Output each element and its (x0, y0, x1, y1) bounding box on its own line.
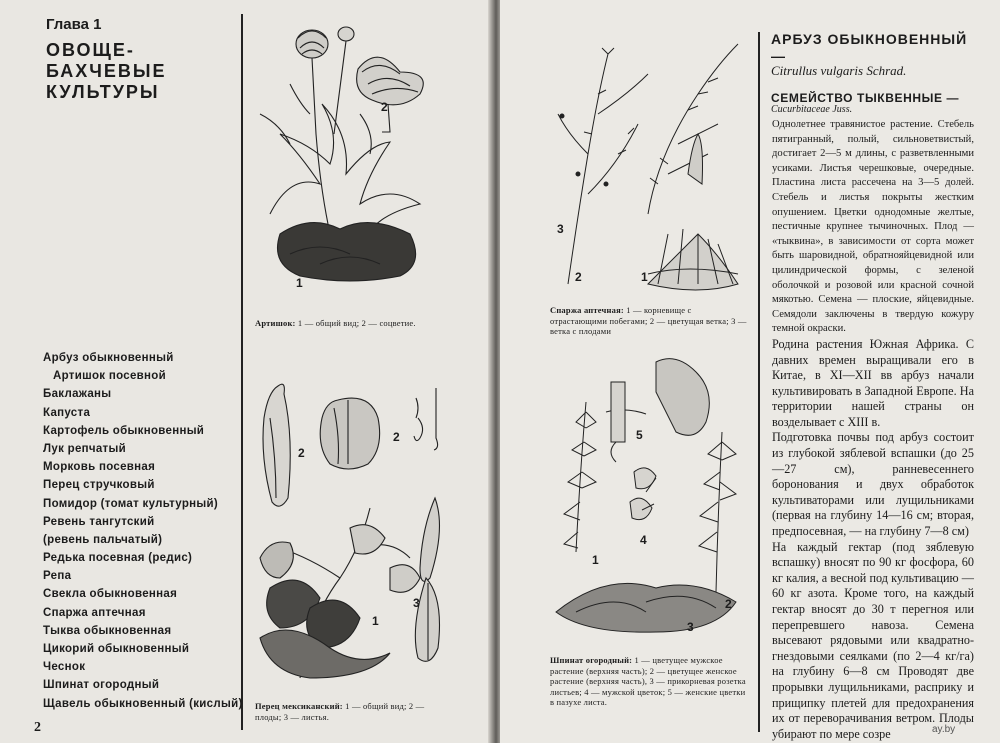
family-title: СЕМЕЙСТВО ТЫКВЕННЫЕ — (771, 91, 960, 105)
article-paragraph: Родина растения Южная Африка. С давних времен выращивали его в Китае, в XI—XII вв арбуз начали культивировать в Западной Европе. На территории нашей страны он возделывает с XIII в. (772, 336, 974, 429)
pepper-fig-label-2a: 2 (298, 446, 305, 460)
crop-item[interactable]: Шпинат огородный (43, 679, 160, 692)
crop-item[interactable]: Тыква обыкновенная (43, 624, 172, 637)
pepper-illustration (250, 378, 450, 688)
crop-item[interactable]: Репа (43, 570, 72, 583)
article-paragraph: Однолетнее травянистое растение. Стебель пятигранный, полый, сильноветвистый, достигает 2—5 м длины, с разветвленными усиками. Листья черешковые, очередные. Пластина листа рассечена на 3—5 долей. Стебель и листья покрыты жестким опушением. Цветки однодомные желтые, пестичные крупнее тычиночных. Плод — «тыквина», в зависимости от сорта может быть шаровидной, обратнояйцевидной или цилиндрической формы, с зеленой оболочкой и розовой или красной сочной мякотью. Семена — плоские, яйцевидные. Семядоли заключены в твердую кожуру темной окраски. (772, 119, 974, 335)
asparagus-caption-title: Спаржа аптечная: (550, 305, 624, 315)
asparagus-fig-label-3: 3 (557, 222, 564, 236)
spinach-fig-label-1: 1 (592, 553, 599, 567)
asparagus-caption (550, 305, 748, 337)
column-divider (758, 32, 760, 732)
pepper-fig-label-3: 3 (413, 596, 420, 610)
crop-item[interactable]: Морковь посевная (43, 461, 156, 474)
asparagus-illustration (548, 34, 748, 296)
pepper-fig-label-2b: 2 (393, 430, 400, 444)
spinach-fig-label-3: 3 (687, 620, 694, 634)
crop-item[interactable]: Артишок посевной (53, 370, 166, 383)
crop-item[interactable]: Спаржа аптечная (43, 606, 146, 619)
crop-item[interactable]: Баклажаны (43, 388, 112, 401)
watermark: ay.by (932, 724, 956, 735)
article-paragraph: Подготовка почвы под арбуз состоит из глубокой зяблевой вспашки (до 25—27 см), ранневесеннего боронования и двух обработок культиваторами или лущильниками (первая на глубину 14—16 см; вторая, предпосевная, — на глубину 7—8 см) (772, 430, 974, 539)
article-latin-name: Citrullus vulgaris Schrad. (771, 63, 907, 78)
crop-item[interactable]: Чеснок (43, 661, 86, 674)
spinach-caption-text: 1 — цветущее мужское растение (верхняя часть); 2 — цветущее женское растение (верхняя часть), 3 — прикорневая розетка листьев; 4 — мужской цветок; 5 — женские цветки в пазухе листа. (550, 655, 746, 707)
spinach-fig-label-5: 5 (636, 428, 643, 442)
left-page (0, 0, 492, 743)
crop-item[interactable]: Лук репчатый (43, 442, 126, 455)
pepper-caption (255, 701, 440, 722)
crop-item[interactable]: Перец стручковый (43, 479, 155, 492)
crop-item[interactable]: (ревень пальчатый) (43, 533, 163, 546)
page-number: 2 (34, 720, 41, 735)
article-paragraph: На каждый гектар (под зяблевую вспашку) вносят по 90 кг фосфора, 60 кг калия, а весной под культивацию — 60 кг азота. Кроме того, на каждый гектар вносят до 30 т перегноя или перепревшего навоза. Семена высевают рядовыми или квадратно-гнездовыми сеялками (по 2—4 кг/га) на глубину 6—8 см Проводят две прорывки лущильниками, расприку и прищипку плетей для предохранения их от переворачивания ветром. Плоды убирают по мере созре (772, 539, 974, 741)
spinach-caption-title: Шпинат огородный: (550, 655, 633, 665)
family-latin-name: Cucurbitaceae Juss. (771, 104, 853, 115)
artichoke-illustration (250, 14, 460, 304)
spinach-fig-label-2: 2 (725, 597, 732, 611)
asparagus-fig-label-2: 2 (575, 270, 582, 284)
crop-item[interactable]: Помидор (томат культурный) (43, 497, 219, 510)
spinach-illustration (546, 352, 751, 642)
crop-item[interactable]: Капуста (43, 406, 91, 419)
crop-item[interactable]: Ревень тангутский (43, 515, 155, 528)
crop-item[interactable]: Свекла обыкновенная (43, 588, 178, 601)
artichoke-fig-label-1: 1 (296, 276, 303, 290)
article-body (772, 118, 974, 742)
artichoke-caption-text: 1 — общий вид; 2 — соцветие. (297, 318, 416, 328)
chapter-label: Глава 1 (46, 16, 102, 33)
artichoke-fig-label-2: 2 (381, 100, 388, 114)
pepper-caption-text: 1 — общий вид; 2 — плоды; 3 — листья. (255, 701, 425, 722)
crop-item[interactable]: Щавель обыкновенный (кислый) (43, 697, 243, 710)
asparagus-caption-text: 1 — корневище с отрастающими побегами; 2 — цветущая ветка; 3 — ветка с плодами (550, 305, 747, 336)
artichoke-caption-title: Артишок: (255, 318, 296, 328)
crop-item[interactable]: Картофель обыкновенный (43, 424, 205, 437)
article-title: АРБУЗ ОБЫКНОВЕННЫЙ — (771, 31, 968, 64)
chapter-title: ОВОЩЕ-БАХЧЕВЫЕ КУЛЬТУРЫ (46, 40, 167, 102)
crop-item[interactable]: Арбуз обыкновенный (43, 352, 174, 364)
artichoke-caption (255, 318, 475, 329)
crop-list (43, 349, 243, 713)
spinach-fig-label-4: 4 (640, 533, 647, 547)
pepper-caption-title: Перец мексиканский: (255, 701, 343, 711)
asparagus-fig-label-1: 1 (641, 270, 648, 284)
crop-item[interactable]: Цикорий обыкновенный (43, 643, 190, 655)
spinach-caption (550, 655, 746, 708)
pepper-fig-label-1: 1 (372, 614, 379, 628)
crop-item[interactable]: Редька посевная (редис) (43, 552, 193, 565)
